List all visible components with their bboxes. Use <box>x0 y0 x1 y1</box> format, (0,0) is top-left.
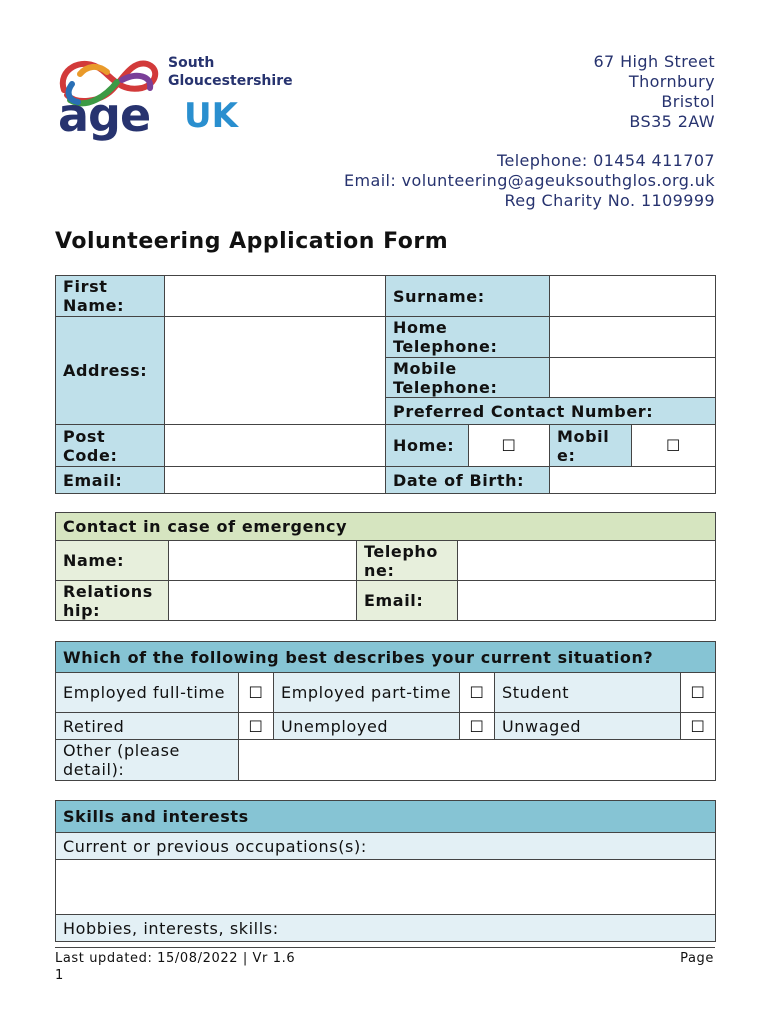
personal-details-table <box>55 275 716 494</box>
address-line: Thornbury <box>628 72 715 91</box>
unemployed-checkbox[interactable]: ☐ <box>460 713 495 740</box>
email-field[interactable] <box>165 467 386 494</box>
employed-full-time-checkbox[interactable]: ☐ <box>239 673 274 713</box>
home-contact-cell <box>386 425 550 467</box>
page-title: Volunteering Application Form <box>55 229 449 254</box>
retired-checkbox[interactable]: ☐ <box>239 713 274 740</box>
dob-field[interactable] <box>550 467 716 494</box>
mobile-telephone-field[interactable] <box>550 358 716 398</box>
emergency-heading: Contact in case of emergency <box>56 513 716 541</box>
address-line: 67 High Street <box>593 52 715 71</box>
first-name-field[interactable] <box>165 276 386 317</box>
occupations-field[interactable] <box>56 860 716 915</box>
first-name-label: First Name: <box>56 276 165 317</box>
skills-table <box>55 800 716 942</box>
emergency-telephone-label: Telepho ne: <box>357 541 458 581</box>
emergency-name-field[interactable] <box>169 541 357 581</box>
emergency-contact-table <box>55 512 716 621</box>
emergency-name-label: Name: <box>56 541 169 581</box>
surname-label: Surname: <box>386 276 550 317</box>
preferred-contact-label: Preferred Contact Number: <box>386 398 716 425</box>
skills-heading: Skills and interests <box>56 801 716 833</box>
brand-uk: UK <box>184 96 238 136</box>
option-label: Unemployed <box>274 713 460 740</box>
option-label: Employed full-time <box>56 673 239 713</box>
post-code-label: Post Code: <box>56 425 165 467</box>
relationship-label: Relations hip: <box>56 581 169 621</box>
home-label: Home: <box>386 425 469 466</box>
student-checkbox[interactable]: ☐ <box>681 673 716 713</box>
employed-part-time-checkbox[interactable]: ☐ <box>460 673 495 713</box>
address-line: Bristol <box>661 92 715 111</box>
address-field[interactable] <box>165 317 386 425</box>
home-checkbox[interactable]: ☐ <box>469 425 549 466</box>
region-name: South Gloucestershire <box>168 55 293 89</box>
other-detail-field[interactable] <box>239 740 716 781</box>
home-telephone-field[interactable] <box>550 317 716 358</box>
last-updated: Last updated: 15/08/2022 | Vr 1.6 <box>55 951 296 966</box>
telephone-text: Telephone: 01454 411707 <box>497 151 715 170</box>
footer-divider <box>55 947 715 948</box>
email-text: Email: volunteering@ageuksouthglos.org.uk <box>344 171 715 190</box>
brand-age: age <box>58 88 151 142</box>
unwaged-checkbox[interactable]: ☐ <box>681 713 716 740</box>
occupations-label: Current or previous occupations(s): <box>56 833 716 860</box>
situation-heading: Which of the following best describes your current situation? <box>56 642 716 673</box>
option-label: Retired <box>56 713 239 740</box>
charity-number: Reg Charity No. 1109999 <box>504 191 715 210</box>
option-label: Unwaged <box>495 713 681 740</box>
address-label: Address: <box>56 317 165 425</box>
emergency-email-field[interactable] <box>458 581 716 621</box>
option-label: Student <box>495 673 681 713</box>
situation-table <box>55 641 716 781</box>
post-code-field[interactable] <box>165 425 386 467</box>
email-label: Email: <box>56 467 165 494</box>
address-line: BS35 2AW <box>629 112 715 131</box>
page-number: 1 <box>55 968 64 983</box>
relationship-field[interactable] <box>169 581 357 621</box>
mobile-checkbox[interactable]: ☐ <box>632 425 716 467</box>
mobile-telephone-label: Mobile Telephone: <box>386 358 550 398</box>
home-telephone-label: Home Telephone: <box>386 317 550 358</box>
hobbies-label: Hobbies, interests, skills: <box>56 915 716 942</box>
address-block <box>593 52 715 132</box>
emergency-telephone-field[interactable] <box>458 541 716 581</box>
surname-field[interactable] <box>550 276 716 317</box>
emergency-email-label: Email: <box>357 581 458 621</box>
page-label: Page <box>680 951 714 966</box>
option-label: Employed part-time <box>274 673 460 713</box>
other-label: Other (please detail): <box>56 740 239 781</box>
mobile-label: Mobil e: <box>550 425 632 467</box>
dob-label: Date of Birth: <box>386 467 550 494</box>
contact-block <box>344 151 715 211</box>
age-uk-logo <box>52 50 314 142</box>
